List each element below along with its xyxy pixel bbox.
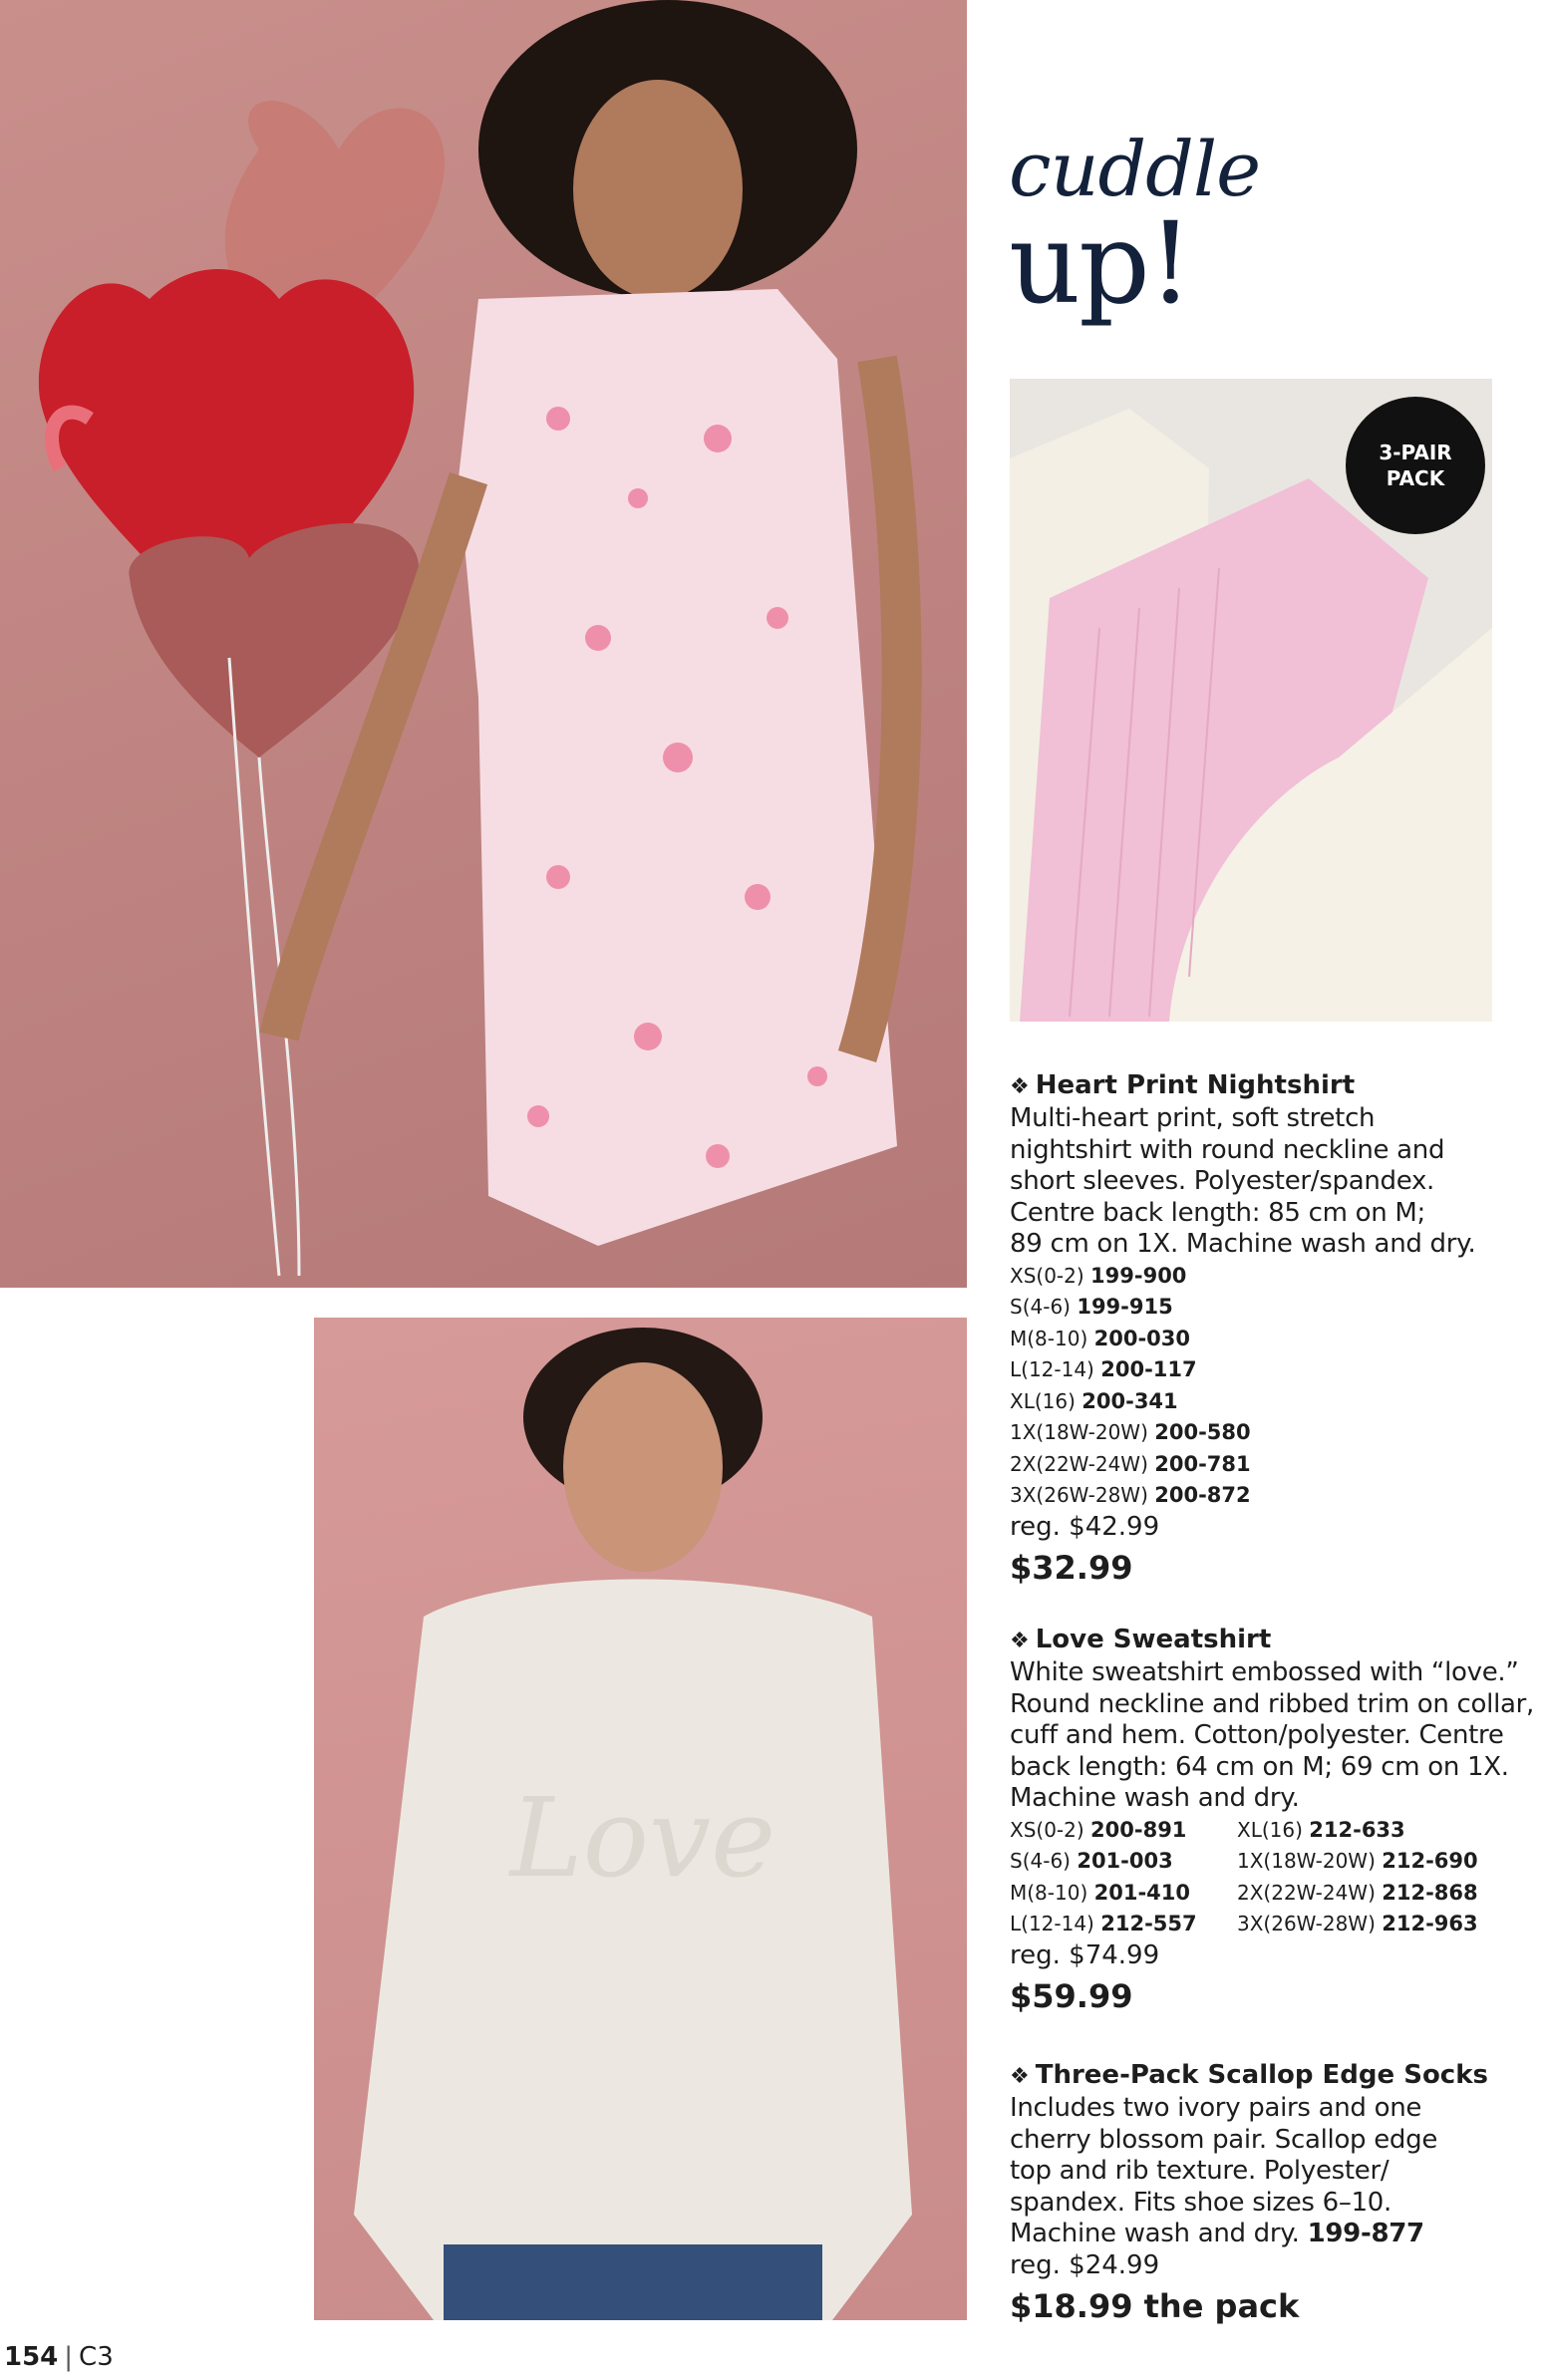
size-row	[1010, 1386, 1545, 1418]
sweatshirt-model-photo	[314, 1318, 967, 2320]
size-row	[1010, 1417, 1545, 1449]
size-label: L(12-14)	[1010, 1912, 1094, 1935]
product-description	[1010, 1657, 1545, 1815]
regular-price: reg. $74.99	[1010, 1939, 1160, 1970]
description-line	[1010, 2219, 1545, 2250]
page-headline	[1009, 125, 1261, 329]
description-line: Includes two ivory pairs and one	[1010, 2093, 1422, 2123]
product-title	[1010, 1069, 1545, 1103]
size-row	[1237, 1878, 1536, 1910]
size-row	[1010, 1292, 1545, 1324]
headline-line1: cuddle	[1009, 125, 1261, 213]
size-row	[1010, 1846, 1237, 1878]
item-code: 212-690	[1382, 1849, 1478, 1873]
item-code: 200-872	[1154, 1483, 1251, 1507]
page-footer	[4, 2342, 114, 2372]
description-line: White sweatshirt embossed with “love.”	[1010, 1657, 1519, 1687]
size-label: XS(0-2)	[1010, 1263, 1084, 1288]
product-name: Love Sweatshirt	[1035, 1625, 1272, 1654]
item-code: 200-891	[1090, 1817, 1187, 1842]
regular-price: reg. $42.99	[1010, 1511, 1160, 1542]
size-label: M(8-10)	[1010, 1326, 1088, 1350]
item-code: 201-003	[1077, 1849, 1173, 1873]
size-label: 3X(26W-28W)	[1237, 1912, 1376, 1935]
size-row	[1010, 1354, 1545, 1386]
description-line: Round neckline and ribbed trim on collar,	[1010, 1688, 1534, 1719]
description-line: short sleeves. Polyester/spandex.	[1010, 1166, 1435, 1196]
size-label: 2X(22W-24W)	[1237, 1880, 1376, 1905]
size-label: 1X(18W-20W)	[1010, 1420, 1148, 1444]
size-label: XL(16)	[1237, 1817, 1303, 1842]
size-row	[1010, 1449, 1545, 1481]
description-line: Centre back length: 85 cm on M;	[1010, 1197, 1425, 1228]
size-row	[1010, 1324, 1545, 1355]
size-label: XL(16)	[1010, 1388, 1076, 1413]
badge-line2: PACK	[1386, 466, 1445, 490]
size-row	[1237, 1846, 1536, 1878]
product-love-sweatshirt	[1010, 1624, 1545, 2021]
product-title	[1010, 2059, 1545, 2093]
size-row	[1010, 1815, 1237, 1847]
sale-price: $59.99	[1010, 1976, 1133, 2015]
balloons-illustration	[0, 0, 967, 1288]
page-number: 154	[4, 2342, 59, 2372]
item-code: 200-341	[1082, 1388, 1178, 1413]
size-list	[1010, 1815, 1545, 1940]
diamond-bullet-icon: ❖	[1010, 2064, 1030, 2089]
sale-price: $18.99 the pack	[1010, 2286, 1300, 2325]
description-line: cuff and hem. Cotton/polyester. Centre	[1010, 1720, 1504, 1750]
item-code: 201-410	[1093, 1880, 1191, 1905]
product-heart-print-nightshirt	[1010, 1069, 1545, 1593]
item-code: 212-963	[1382, 1912, 1478, 1935]
description-line: Multi-heart print, soft stretch	[1010, 1103, 1376, 1133]
description-line: back length: 64 cm on M; 69 cm on 1X.	[1010, 1751, 1509, 1782]
size-row	[1010, 1480, 1545, 1512]
size-row	[1237, 1909, 1536, 1940]
item-code: 199-915	[1077, 1295, 1173, 1319]
size-row	[1010, 1909, 1237, 1940]
size-row	[1237, 1815, 1536, 1847]
nightshirt-model-photo	[0, 0, 967, 1288]
description-line: spandex. Fits shoe sizes 6–10.	[1010, 2187, 1392, 2218]
product-name: Three-Pack Scallop Edge Socks	[1035, 2060, 1488, 2090]
catalog-section: C3	[79, 2342, 114, 2372]
item-code: 200-030	[1093, 1326, 1191, 1350]
product-description	[1010, 2093, 1545, 2250]
size-label: XS(0-2)	[1010, 1817, 1084, 1842]
headline-line2: up!	[1009, 199, 1191, 329]
size-label: M(8-10)	[1010, 1880, 1088, 1905]
diamond-bullet-icon: ❖	[1010, 1629, 1030, 1653]
three-pair-pack-badge	[1346, 397, 1485, 534]
product-description	[1010, 1103, 1545, 1261]
item-code: 212-557	[1100, 1912, 1197, 1935]
item-code: 212-868	[1382, 1880, 1478, 1905]
regular-price: reg. $24.99	[1010, 2249, 1160, 2280]
svg-text:Love: Love	[509, 1774, 776, 1902]
footer-divider: |	[64, 2342, 74, 2372]
item-code: 199-877	[1307, 2219, 1424, 2248]
size-label: 1X(18W-20W)	[1237, 1849, 1376, 1873]
size-label: S(4-6)	[1010, 1849, 1071, 1873]
badge-line1: 3-PAIR	[1379, 441, 1452, 464]
description-line: 89 cm on 1X. Machine wash and dry.	[1010, 1229, 1476, 1259]
sale-price: $32.99	[1010, 1548, 1133, 1587]
diamond-bullet-icon: ❖	[1010, 1074, 1030, 1099]
size-label: 3X(26W-28W)	[1010, 1483, 1148, 1507]
item-code: 200-580	[1154, 1420, 1251, 1444]
size-label: L(12-14)	[1010, 1357, 1094, 1381]
description-text: Machine wash and dry.	[1010, 2219, 1300, 2248]
size-label: S(4-6)	[1010, 1295, 1071, 1319]
size-label: 2X(22W-24W)	[1010, 1451, 1148, 1476]
description-line: Machine wash and dry.	[1010, 1783, 1300, 1813]
product-name: Heart Print Nightshirt	[1035, 1070, 1356, 1100]
sweatshirt-illustration	[314, 1318, 967, 2320]
description-line: top and rib texture. Polyester/	[1010, 2156, 1390, 2186]
item-code: 200-781	[1154, 1451, 1251, 1476]
description-line: cherry blossom pair. Scallop edge	[1010, 2124, 1438, 2155]
item-code: 200-117	[1100, 1357, 1197, 1381]
item-code: 199-900	[1090, 1263, 1187, 1288]
product-title	[1010, 1624, 1545, 1657]
item-code: 212-633	[1309, 1817, 1405, 1842]
description-line: nightshirt with round neckline and	[1010, 1134, 1445, 1165]
size-row	[1010, 1261, 1545, 1293]
product-scallop-edge-socks	[1010, 2059, 1545, 2331]
size-row	[1010, 1878, 1237, 1910]
size-list	[1010, 1261, 1545, 1512]
